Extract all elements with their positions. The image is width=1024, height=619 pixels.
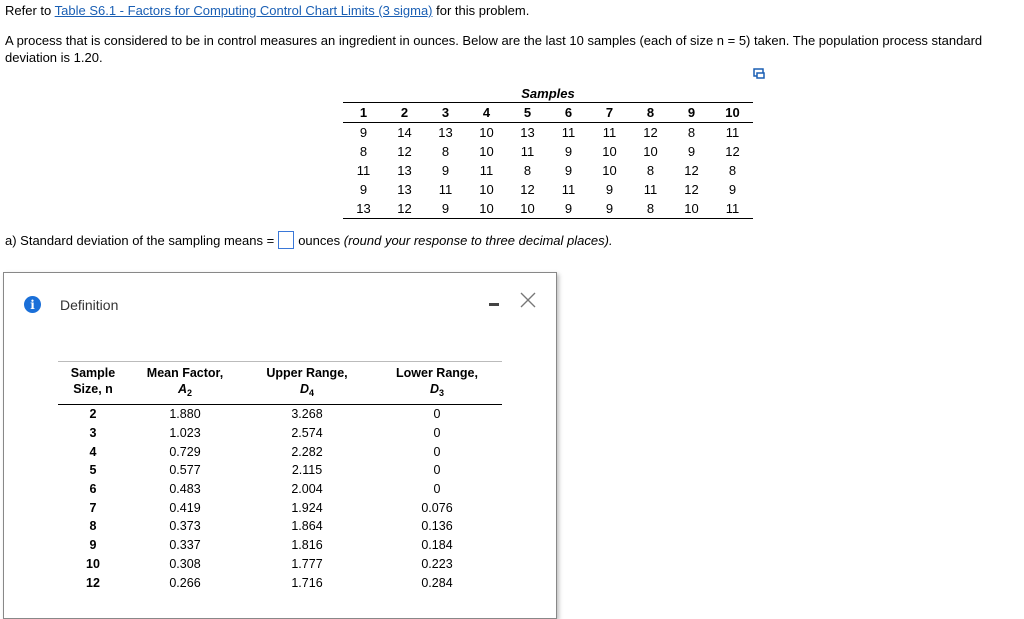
sample-header-7: 7 [589, 103, 630, 123]
copy-icon[interactable] [753, 68, 765, 79]
sample-size-cell: 2 [89, 407, 97, 422]
upper-range-cell: 1.816 [291, 538, 323, 553]
upper-range-cell: 2.004 [291, 482, 323, 497]
sample-size-cell: 6 [89, 482, 97, 497]
sample-header-8: 8 [630, 103, 671, 123]
sample-cell: 12 [397, 144, 412, 159]
sample-cell: 10 [479, 182, 494, 197]
sample-cell: 8 [523, 163, 532, 178]
sample-cell: 9 [359, 125, 368, 140]
table-row [343, 199, 753, 219]
sample-cell: 13 [397, 182, 412, 197]
lower-range-cell: 0 [433, 426, 441, 441]
sample-cell: 9 [548, 199, 589, 219]
mean-factor-cell: 0.419 [169, 500, 201, 515]
sample-cell: 12 [684, 182, 699, 197]
samples-header-row [343, 103, 753, 123]
sample-cell: 8 [728, 163, 737, 178]
header-upper-range: Upper Range, $D_4$ [242, 362, 372, 405]
mean-factor-cell: 1.880 [169, 407, 201, 422]
rounding-instruction: (round your response to three decimal places). [343, 232, 613, 248]
lower-range-cell: 0.136 [421, 519, 453, 534]
table-row [58, 536, 502, 555]
table-row [58, 424, 502, 443]
definition-title-bar [24, 296, 118, 313]
lower-range-cell: 0 [433, 463, 441, 478]
lower-range-cell: 0 [433, 482, 441, 497]
factors-header-row [58, 362, 502, 405]
sample-header-4: 4 [466, 103, 507, 123]
table-row [58, 442, 502, 461]
table-row [343, 123, 753, 143]
sample-cell: 11 [438, 182, 453, 197]
upper-range-cell: 1.716 [291, 575, 323, 590]
sample-cell: 14 [397, 125, 412, 140]
table-row [58, 480, 502, 499]
table-row [58, 517, 502, 536]
sample-cell: 11 [643, 182, 658, 197]
sample-cell: 10 [602, 144, 617, 159]
sample-size-cell: 3 [89, 426, 97, 441]
table-row [58, 555, 502, 574]
lower-range-cell: 0.223 [421, 556, 453, 571]
samples-caption: Samples [521, 85, 575, 101]
sample-cell: 9 [687, 144, 696, 159]
sample-cell: 9 [425, 199, 466, 219]
sample-cell: 10 [602, 163, 617, 178]
sample-cell: 11 [561, 182, 576, 197]
upper-range-cell: 2.574 [291, 426, 323, 441]
lower-range-cell: 0.284 [421, 575, 453, 590]
upper-range-cell: 3.268 [291, 407, 323, 422]
sample-size-cell: 10 [86, 556, 100, 571]
lower-range-cell: 0.076 [421, 500, 453, 515]
sample-cell: 9 [605, 182, 614, 197]
sample-cell: 8 [441, 144, 450, 159]
table-row [58, 461, 502, 480]
sample-cell: 13 [343, 199, 384, 219]
sample-cell: 11 [520, 144, 535, 159]
sample-cell: 12 [684, 163, 699, 178]
sample-cell: 11 [725, 125, 740, 140]
control-chart-factors-table [58, 361, 502, 592]
sample-cell: 8 [687, 125, 696, 140]
sample-cell: 8 [359, 144, 368, 159]
sample-cell: 11 [356, 163, 371, 178]
sample-cell: 10 [479, 125, 494, 140]
upper-range-cell: 2.282 [291, 444, 323, 459]
sample-header-2: 2 [384, 103, 425, 123]
table-row [343, 142, 753, 161]
sample-header-3: 3 [425, 103, 466, 123]
sample-cell: 11 [602, 125, 617, 140]
samples-table [343, 84, 753, 219]
sample-cell: 10 [466, 199, 507, 219]
sample-size-cell: 7 [89, 500, 97, 515]
sample-header-6: 6 [548, 103, 589, 123]
sample-cell: 9 [728, 182, 737, 197]
mean-factor-cell: 0.373 [169, 519, 201, 534]
table-row [343, 161, 753, 180]
sample-cell: 9 [359, 182, 368, 197]
definition-panel [3, 272, 557, 619]
upper-range-cell: 2.115 [291, 463, 323, 478]
sample-header-5: 5 [507, 103, 548, 123]
question-a [5, 231, 613, 249]
sample-cell: 12 [643, 125, 658, 140]
intro-prefix: Refer to [5, 3, 52, 18]
mean-factor-cell: 0.577 [169, 463, 201, 478]
header-sample-size: Sample Size, n [58, 362, 128, 405]
sample-cell: 11 [479, 163, 494, 178]
table-s6-1-link[interactable]: Table S6.1 - Factors for Computing Control Chart Limits (3 sigma) [54, 3, 433, 18]
table-row [343, 180, 753, 199]
mean-factor-cell: 0.337 [169, 538, 201, 553]
sample-cell: 13 [438, 125, 453, 140]
sample-cell: 10 [479, 144, 494, 159]
sample-size-cell: 5 [89, 463, 97, 478]
sample-cell: 12 [520, 182, 535, 197]
upper-range-cell: 1.924 [291, 500, 323, 515]
units-label: ounces [298, 232, 341, 248]
table-row [58, 498, 502, 517]
sample-cell: 10 [507, 199, 548, 219]
lower-range-cell: 0 [433, 444, 441, 459]
sample-header-1: 1 [343, 103, 384, 123]
question-label: a) Standard deviation of the sampling means = [5, 232, 275, 248]
header-mean-factor: Mean Factor, $A_2$ [128, 362, 242, 405]
sample-size-cell: 12 [86, 575, 100, 590]
upper-range-cell: 1.777 [291, 556, 323, 571]
sample-cell: 13 [397, 163, 412, 178]
mean-factor-cell: 0.266 [169, 575, 201, 590]
mean-factor-cell: 1.023 [169, 426, 201, 441]
sample-cell: 9 [564, 163, 573, 178]
sample-header-10: 10 [712, 103, 753, 123]
mean-factor-cell: 0.729 [169, 444, 201, 459]
table-row [58, 573, 502, 592]
sample-size-cell: 4 [89, 444, 97, 459]
upper-range-cell: 1.864 [291, 519, 323, 534]
lower-range-cell: 0 [433, 407, 441, 422]
sample-cell: 9 [564, 144, 573, 159]
problem-statement: A process that is considered to be in control measures an ingredient in ounces. Below are the last 10 samples (each of size n = 5) taken. The population process standard deviation is 1.20. [5, 33, 983, 65]
sample-cell: 8 [630, 199, 671, 219]
intro-suffix: for this problem. [436, 3, 530, 18]
sample-cell: 12 [384, 199, 425, 219]
intro-line [5, 3, 529, 18]
sample-cell: 13 [520, 125, 535, 140]
header-lower-range: Lower Range, $D_3$ [372, 362, 502, 405]
table-row [58, 405, 502, 424]
sample-cell: 9 [589, 199, 630, 219]
sample-cell: 11 [712, 199, 753, 219]
sample-size-cell: 9 [89, 538, 97, 553]
definition-title: Definition [60, 296, 119, 313]
sample-header-9: 9 [671, 103, 712, 123]
sample-cell: 11 [561, 125, 576, 140]
sample-cell: 9 [441, 163, 450, 178]
close-icon[interactable] [519, 291, 537, 309]
minimize-button[interactable] [489, 303, 499, 306]
mean-factor-cell: 0.483 [169, 482, 201, 497]
sample-cell: 8 [646, 163, 655, 178]
lower-range-cell: 0.184 [421, 538, 453, 553]
sample-size-cell: 8 [89, 519, 97, 534]
sample-cell: 10 [643, 144, 658, 159]
sample-cell: 12 [725, 144, 740, 159]
info-icon: i [24, 296, 41, 313]
std-dev-answer-input[interactable] [278, 231, 294, 249]
mean-factor-cell: 0.308 [169, 556, 201, 571]
sample-cell: 10 [671, 199, 712, 219]
